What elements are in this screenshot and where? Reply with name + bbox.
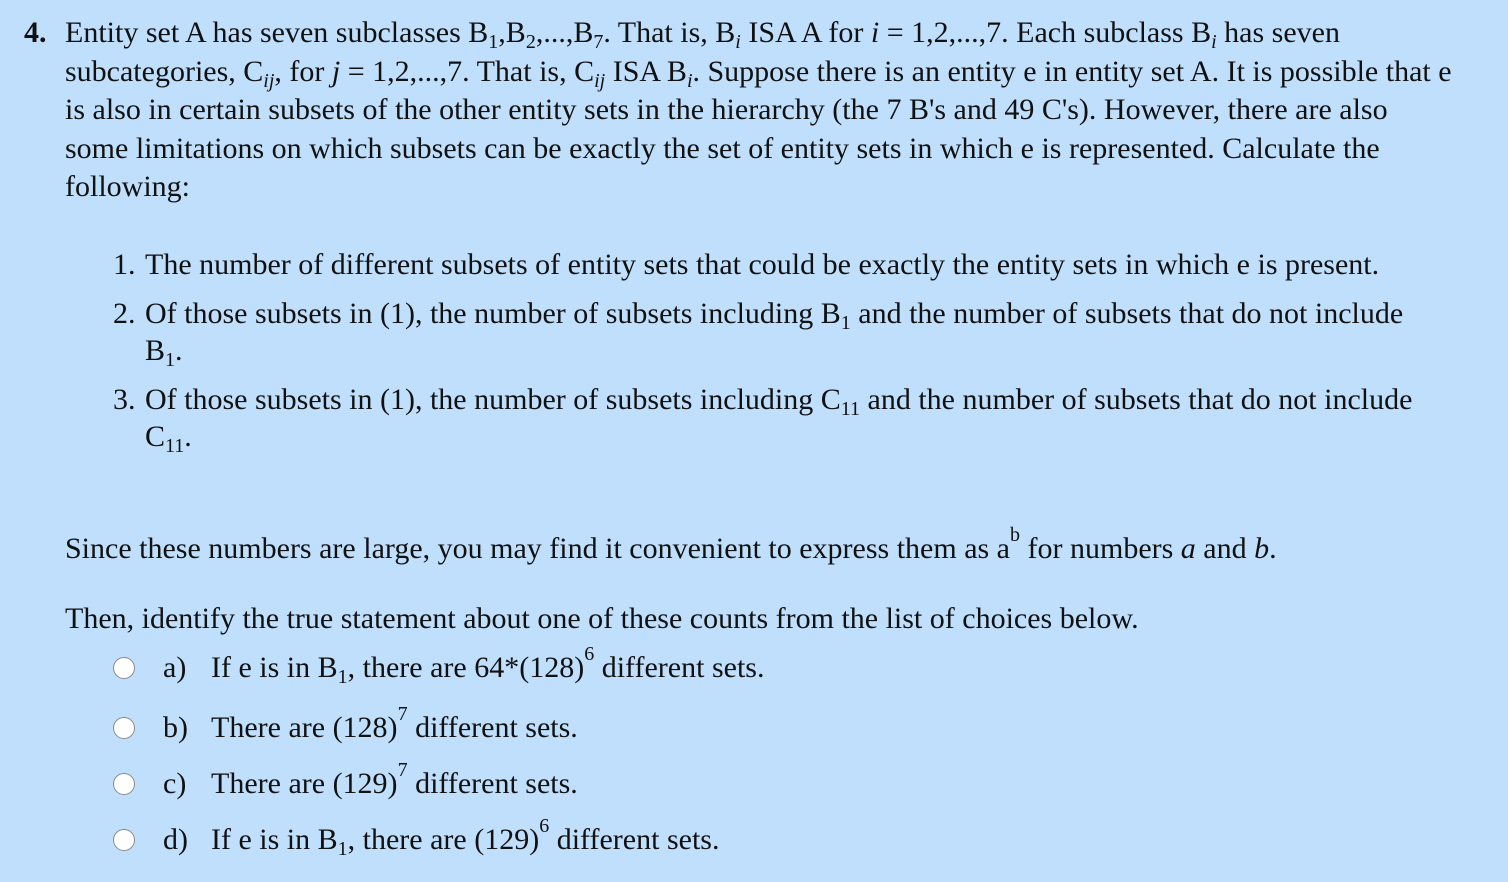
choice-d[interactable]: [113, 815, 1013, 862]
radio-button[interactable]: [113, 657, 135, 679]
choice-a[interactable]: [113, 643, 1013, 690]
choice-c[interactable]: [113, 759, 1013, 806]
choice-b[interactable]: [113, 703, 1013, 750]
hint-var-a: a: [1180, 532, 1196, 565]
choice-letter: d): [163, 823, 188, 856]
task-number: 1.: [113, 248, 136, 281]
choice-text: If e is in $B_1$, there are $64*(128)^6$ different sets.: [211, 643, 765, 688]
task-text: The number of different subsets of entity sets that could be exactly the entity sets in which e is present.: [145, 248, 1380, 281]
choice-letter: b): [163, 711, 188, 744]
hint-part: .: [1269, 532, 1277, 565]
hint-part: for numbers: [1020, 532, 1181, 565]
choice-text: If e is in $B_1$, there are $(129)^6$ different sets.: [211, 815, 720, 860]
task-item-3: [113, 381, 1423, 455]
choice-text: There are $(129)^7$ different sets.: [211, 759, 578, 800]
question-block: [24, 14, 1464, 207]
hint-part: Since these numbers are large, you may find it convenient to express them as a: [65, 532, 1010, 565]
question-number: 4.: [24, 16, 47, 49]
hint-part: and: [1195, 532, 1255, 565]
task-number: 3.: [113, 383, 136, 416]
choice-text: There are $(128)^7$ different sets.: [211, 703, 578, 744]
question-text: Entity set A has seven subclasses $B_1,B_2,...,B_7$. That is, $B_i$ ISA A for i = 1,2,...,7. Each subclass $B_i$ has seven subcategories, $C_{ij}$, for j = 1,2,...,7. That is, $C_{ij}$ ISA $B_i$. Suppose there is an entity e in entity set A. It is possible that e is also in certain subsets of the other entity sets in the hierarchy (the 7 B's and 49 C's). However, there are also some limitations on which subsets can be exactly the set of entity sets in which e is represented. Calculate the following:: [65, 16, 1452, 203]
choice-letter: a): [163, 651, 187, 684]
task-text: Of those subsets in (1), the number of subsets including $C_{11}$ and the number of subsets that do not include $C_{11}$.: [145, 383, 1413, 457]
choice-letter: c): [163, 767, 187, 800]
task-item-2: [113, 295, 1423, 369]
instruction-text: Then, identify the true statement about one of these counts from the list of choices below.: [65, 602, 1139, 635]
task-item-1: [113, 246, 1423, 283]
hint-superscript: b: [1010, 524, 1020, 546]
radio-button[interactable]: [113, 773, 135, 795]
task-number: 2.: [113, 297, 136, 330]
radio-button[interactable]: [113, 829, 135, 851]
hint-var-b: b: [1254, 532, 1270, 565]
task-text: Of those subsets in (1), the number of subsets including $B_1$ and the number of subsets that do not include $B_1$.: [145, 297, 1404, 371]
task-list: [113, 246, 1423, 467]
hint-text: [65, 524, 1277, 568]
radio-button[interactable]: [113, 717, 135, 739]
